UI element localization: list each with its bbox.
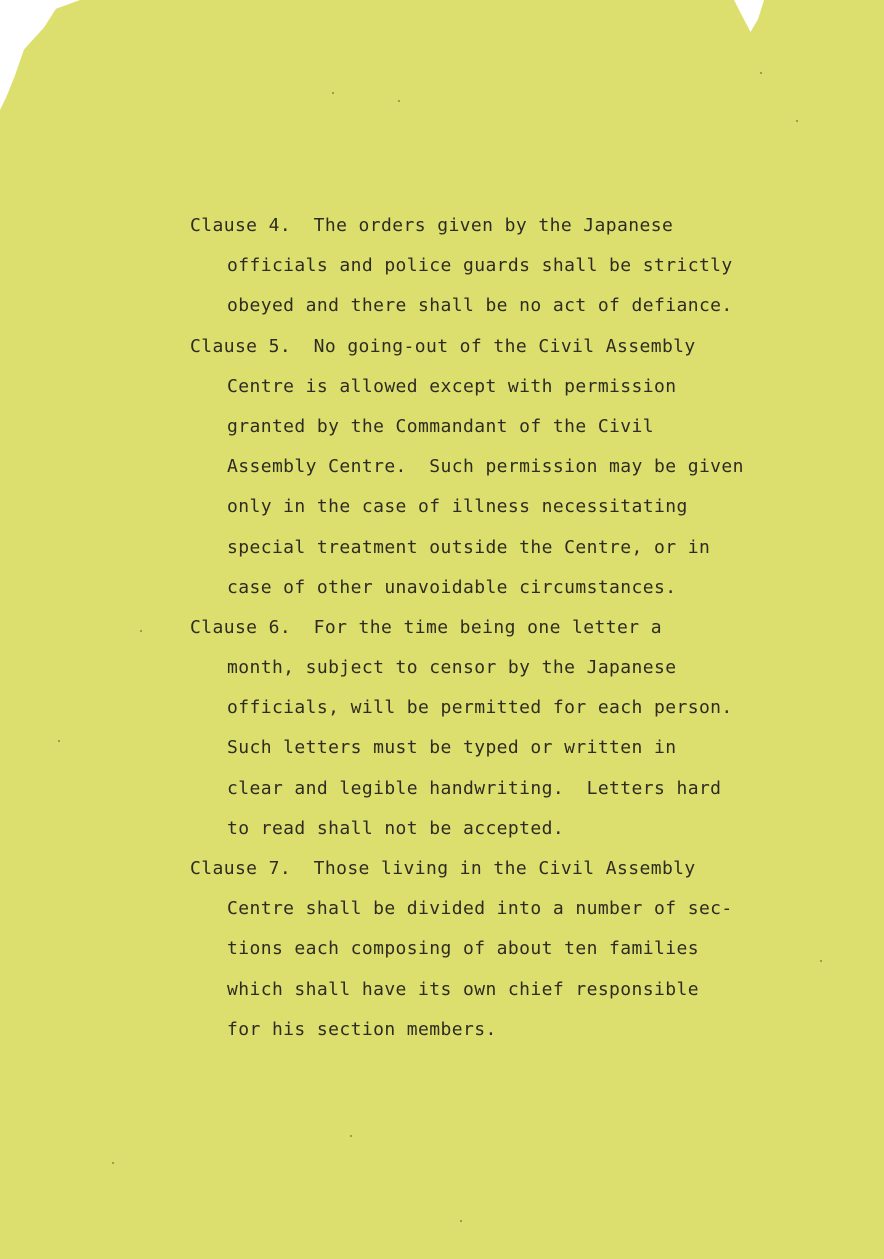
clause-4-line-3: obeyed and there shall be no act of defiance.	[227, 295, 733, 317]
clause-5-line-6: special treatment outside the Centre, or in	[227, 536, 711, 558]
torn-corner-left	[0, 0, 80, 110]
clause-5-line-3: granted by the Commandant of the Civil	[227, 415, 655, 437]
typed-text-body	[190, 206, 810, 1050]
clause-6-line-3: officials, will be permitted for each person.	[227, 697, 733, 719]
clause-5-line-4: Assembly Centre. Such permission may be given	[227, 456, 744, 478]
clause-6-line-4: Such letters must be typed or written in	[227, 737, 677, 759]
clause-5-line-2: Centre is allowed except with permission	[227, 375, 677, 397]
clause-5-line-7: case of other unavoidable circumstances.	[227, 576, 677, 598]
clause-5	[190, 327, 810, 608]
clause-5-line-1: Clause 5. No going-out of the Civil Assembly	[190, 335, 696, 357]
clause-4-line-2: officials and police guards shall be strictly	[227, 255, 733, 277]
clause-7-line-1: Clause 7. Those living in the Civil Assembly	[190, 858, 696, 879]
clause-4	[190, 206, 810, 327]
clause-6	[190, 608, 810, 849]
clause-7-line-3: tions each composing of about ten families	[227, 938, 699, 960]
clause-7-line-2: Centre shall be divided into a number of sec-	[227, 898, 733, 920]
clause-5-line-5: only in the case of illness necessitating	[227, 496, 688, 518]
clause-6-line-1: Clause 6. For the time being one letter a	[190, 616, 662, 638]
clause-7-line-4: which shall have its own chief responsible	[227, 978, 699, 1000]
clause-6-line-5: clear and legible handwriting. Letters hard	[227, 777, 722, 799]
clause-4-line-1: Clause 4. The orders given by the Japanese	[190, 215, 674, 236]
clause-6-line-6: to read shall not be accepted.	[227, 817, 565, 839]
clause-6-line-2: month, subject to censor by the Japanese	[227, 657, 677, 679]
clause-7-line-5: for his section members.	[227, 1018, 497, 1040]
torn-corner-right	[734, 0, 764, 32]
clause-7	[190, 849, 810, 1050]
